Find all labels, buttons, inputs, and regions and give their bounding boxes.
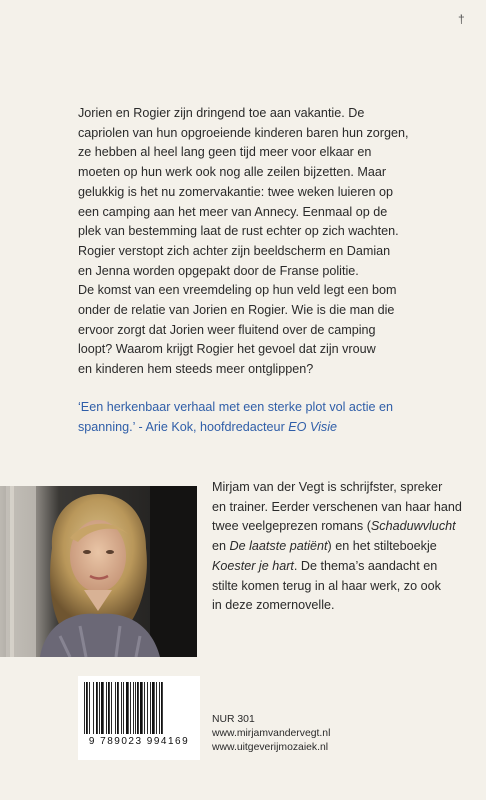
barcode-bar [108,682,110,734]
blurb-line: De komst van een vreemdeling op hun veld legt een bom [78,283,397,298]
bio-line: stilte komen terug in al haar werk, zo ook [212,578,441,593]
blurb-line: capriolen van hun opgroeiende kinderen baren hun zorgen, [78,125,409,140]
bio-line: Mirjam van der Vegt is schrijfster, spreker [212,480,443,494]
bio-text: twee veelgeprezen romans ( [212,519,371,534]
barcode-bar [121,682,122,734]
blurb-line: ervoor zorgt dat Jorien weer fluitend over de camping [78,322,376,337]
blurb-line: moeten op hun werk ook nog alle zeilen bijzetten. Maar [78,165,387,180]
blurb-line: onder de relatie van Jorien en Rogier. Wie is die man die [78,303,395,318]
publisher-website[interactable]: www.uitgeverijmozaiek.nl [212,742,329,753]
barcode-bars [78,676,200,736]
nur-code: NUR 301 [212,714,255,725]
blurb-line: ze hebben al heel lang geen tijd meer voor elkaar en [78,145,372,160]
blurb-line: gelukkig is het nu zomervakantie: twee weken luieren op [78,184,394,199]
barcode-bar [111,682,112,734]
publisher-info [212,713,330,755]
barcode-bar [133,682,134,734]
bio-line [212,517,467,537]
author-photo [0,486,197,657]
barcode-bar [84,682,85,734]
barcode-bar [152,682,155,734]
blurb-text [78,104,450,380]
bio-text: . De thema’s aandacht en [293,558,438,573]
corner-mark: † [458,12,465,26]
author-website[interactable]: www.mirjamvandervegt.nl [212,728,331,739]
author-bio [212,478,467,616]
barcode-bar [140,682,143,734]
book-title: Schaduwvlucht [370,519,456,534]
barcode-bar [93,682,94,734]
quote-attribution: spanning.’ - Arie Kok, hoofdredacteur [78,419,289,434]
quote-line-2 [78,418,450,438]
barcode-bar [86,682,88,734]
bio-line: in deze zomernovelle. [212,598,335,613]
barcode-bar [117,682,119,734]
barcode-bar [150,682,151,734]
blurb-line: plek van bestemming laat de rust echter op zich wachten. [78,224,399,239]
blurb-line: en kinderen hem steeds meer ontglippen? [78,362,314,377]
bio-text: ) en het stilteboekje [327,539,437,554]
barcode-bar [156,682,157,734]
barcode-bar [99,682,100,734]
review-quote [78,398,450,437]
barcode-bar [126,682,129,734]
blurb-line: Jorien en Rogier zijn dringend toe aan vakantie. De [78,106,365,120]
barcode-bar [137,682,139,734]
barcode-bar [101,682,104,734]
barcode-bar [135,682,136,734]
book-title: Koester je hart [212,558,294,573]
barcode-bar [115,682,116,734]
barcode-bar [89,682,90,734]
blurb-line: Rogier verstopt zich achter zijn beeldscherm en Damian [78,243,391,258]
bio-line: en trainer. Eerder verschenen van haar hand [212,499,462,514]
barcode-bar [130,682,131,734]
bio-text: en [212,539,230,554]
barcode-bar [96,682,98,734]
bio-line [212,557,467,577]
barcode-bar [144,682,145,734]
quote-source: EO Visie [288,419,338,434]
book-title: De laatste patiënt [229,539,328,554]
blurb-line: een camping aan het meer van Annecy. Eenmaal op de [78,204,388,219]
quote-line-1: ‘Een herkenbaar verhaal met een sterke plot vol actie en [78,400,394,414]
barcode-bar [106,682,107,734]
blurb-line: loopt? Waarom krijgt Rogier het gevoel dat zijn vrouw [78,342,376,357]
barcode-bar [123,682,124,734]
barcode-bar [147,682,148,734]
bio-line [212,537,467,557]
isbn-barcode [78,676,200,760]
barcode-bar [161,682,163,734]
barcode-bar [159,682,160,734]
blurb-line: en Jenna worden opgepakt door de Franse politie. [78,263,359,278]
barcode-number: 9 789023 994169 [88,736,190,747]
author-portrait-image [0,486,197,657]
